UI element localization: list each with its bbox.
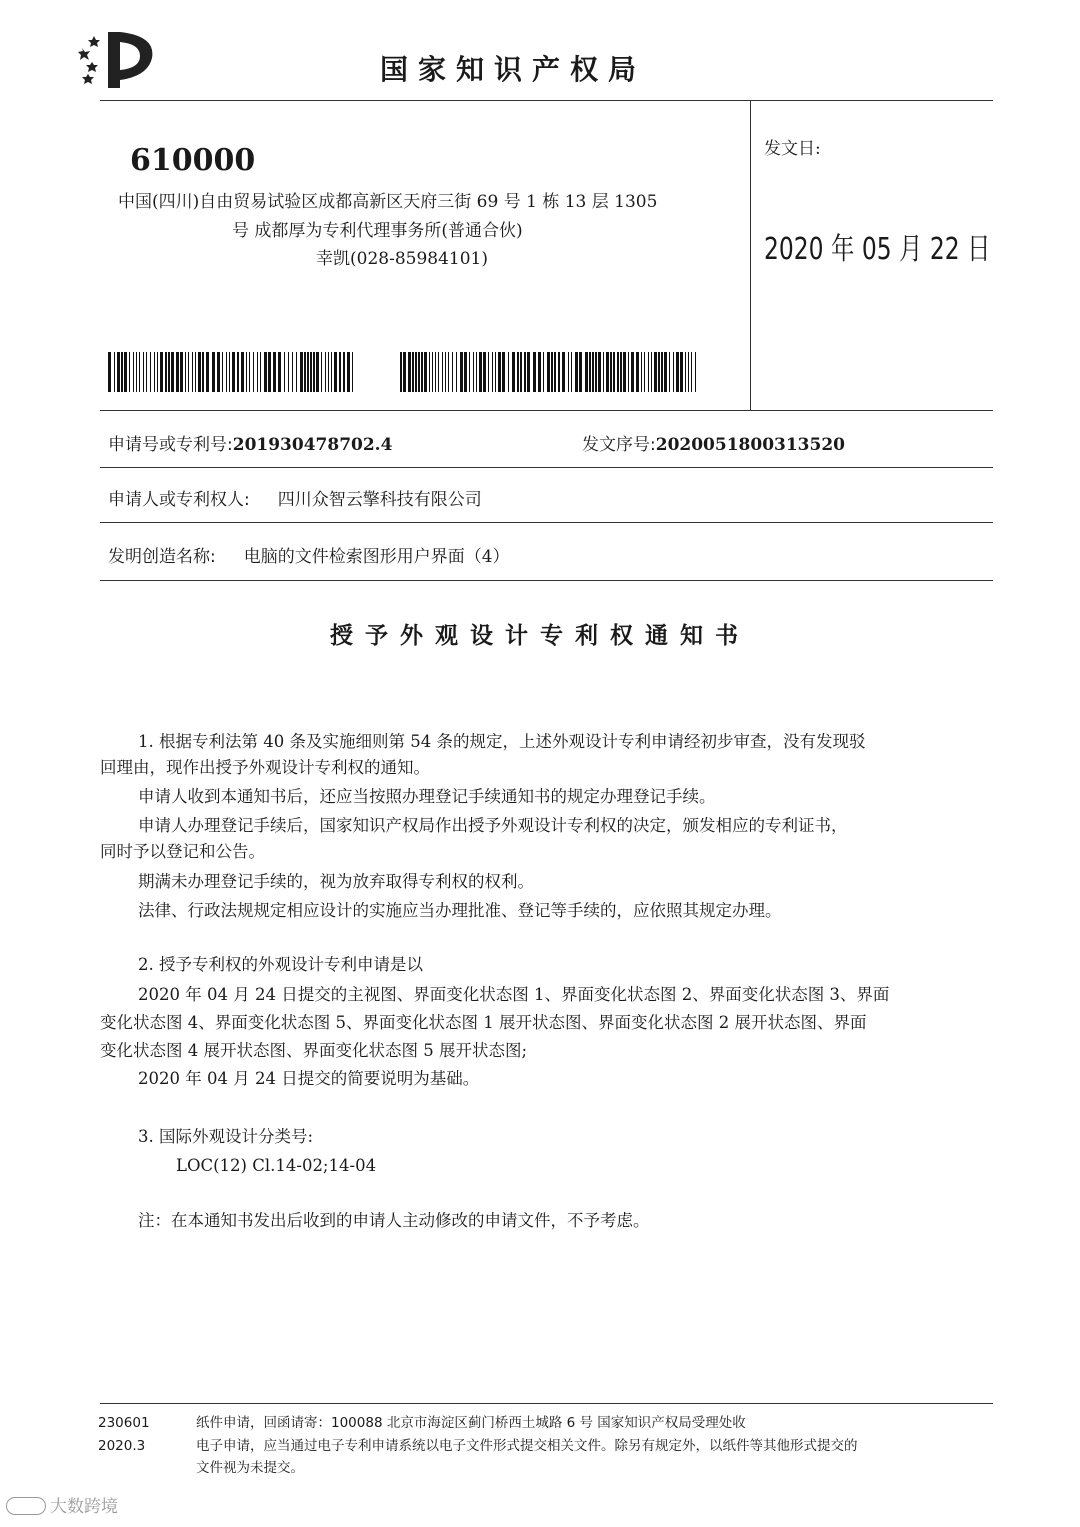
barcode-bar	[352, 352, 353, 392]
cnipa-logo	[78, 28, 164, 90]
application-number-value: 201930478702.4	[232, 435, 393, 455]
applicant-value: 四川众智云擎科技有限公司	[277, 490, 482, 510]
applicant-field	[108, 485, 482, 510]
date-column-divider	[750, 100, 751, 410]
barcode-bar	[695, 352, 697, 392]
watermark-icon	[6, 1497, 46, 1515]
section-2-line-2: 变化状态图 4、界面变化状态图 5、界面变化状态图 1 展开状态图、界面变化状态图 2 展开状态图、界面	[100, 1013, 867, 1032]
issue-date-label: 发文日:	[764, 139, 821, 159]
watermark-text: 大数跨境	[50, 1497, 118, 1517]
section-1-para-2: 申请人收到本通知书后，还应当按照办理登记手续通知书的规定办理登记手续。	[138, 787, 716, 806]
watermark	[6, 1492, 118, 1517]
form-code: 230601	[98, 1415, 150, 1431]
barcode-right	[400, 352, 696, 392]
header-rule	[100, 100, 993, 101]
office-name: 国家知识产权局	[380, 53, 647, 86]
section-1-line-2: 回理由，现作出授予外观设计专利权的通知。	[100, 758, 430, 777]
application-number-field	[108, 430, 392, 455]
postcode: 610000	[130, 143, 256, 178]
section-1-line-1: 1. 根据专利法第 40 条及实施细则第 54 条的规定，上述外观设计专利申请经初步审查，没有发现驳	[138, 732, 866, 751]
design-title-value: 电脑的文件检索图形用户界面（4）	[243, 547, 510, 567]
serial-number-value: 2020051800313520	[655, 435, 845, 455]
issue-date: 2020 年 05 月 22 日	[764, 232, 991, 267]
section-3-heading: 3. 国际外观设计分类号:	[138, 1127, 314, 1146]
section-2-line-3: 变化状态图 4 展开状态图、界面变化状态图 5 展开状态图;	[100, 1041, 528, 1060]
field-rule-3	[100, 580, 993, 581]
footer-line-1: 纸件申请，回函请寄：100088 北京市海淀区蓟门桥西土城路 6 号 国家知识产权局受理处收	[196, 1415, 746, 1431]
applicant-label: 申请人或专利权人:	[108, 490, 250, 510]
form-version: 2020.3	[98, 1438, 146, 1454]
section-1-para-4: 期满未办理登记手续的，视为放弃取得专利权的权利。	[138, 872, 534, 891]
application-number-label: 申请号或专利号:	[108, 435, 233, 455]
address-block-rule	[100, 410, 993, 411]
footer-rule	[100, 1403, 993, 1404]
notice-title: 授予外观设计专利权通知书	[330, 623, 750, 649]
footer-line-3: 文件视为未提交。	[196, 1460, 304, 1476]
section-2-heading: 2. 授予专利权的外观设计专利申请是以	[138, 955, 423, 974]
field-rule-2	[100, 522, 993, 523]
section-1-para-3-line-2: 同时予以登记和公告。	[100, 842, 265, 861]
classification-code: LOC(12) Cl.14-02;14-04	[176, 1156, 377, 1175]
serial-number-label: 发文序号:	[582, 435, 656, 455]
address-line-1: 中国(四川)自由贸易试验区成都高新区天府三街 69 号 1 栋 13 层 1305	[118, 192, 658, 212]
barcode-left	[108, 352, 352, 392]
design-title-field	[108, 542, 510, 567]
field-rule-1	[100, 467, 993, 468]
note: 注：在本通知书发出后收到的申请人主动修改的申请文件，不予考虑。	[138, 1211, 650, 1230]
address-line-2: 号 成都厚为专利代理事务所(普通合伙)	[232, 221, 523, 241]
section-1-para-5: 法律、行政法规规定相应设计的实施应当办理批准、登记等手续的，应依照其规定办理。	[138, 901, 782, 920]
design-title-label: 发明创造名称:	[108, 547, 216, 567]
footer-line-2: 电子申请，应当通过电子专利申请系统以电子文件形式提交相关文件。除另有规定外，以纸件等其他形式提交的	[196, 1438, 858, 1454]
serial-number-field	[582, 430, 845, 455]
contact: 幸凯(028-85984101)	[316, 249, 488, 269]
section-2-line-1: 2020 年 04 月 24 日提交的主视图、界面变化状态图 1、界面变化状态图 2、界面变化状态图 3、界面	[138, 985, 890, 1004]
section-2-line-4: 2020 年 04 月 24 日提交的简要说明为基础。	[138, 1069, 480, 1088]
section-1-para-3-line-1: 申请人办理登记手续后，国家知识产权局作出授予外观设计专利权的决定，颁发相应的专利证书，	[138, 816, 848, 835]
